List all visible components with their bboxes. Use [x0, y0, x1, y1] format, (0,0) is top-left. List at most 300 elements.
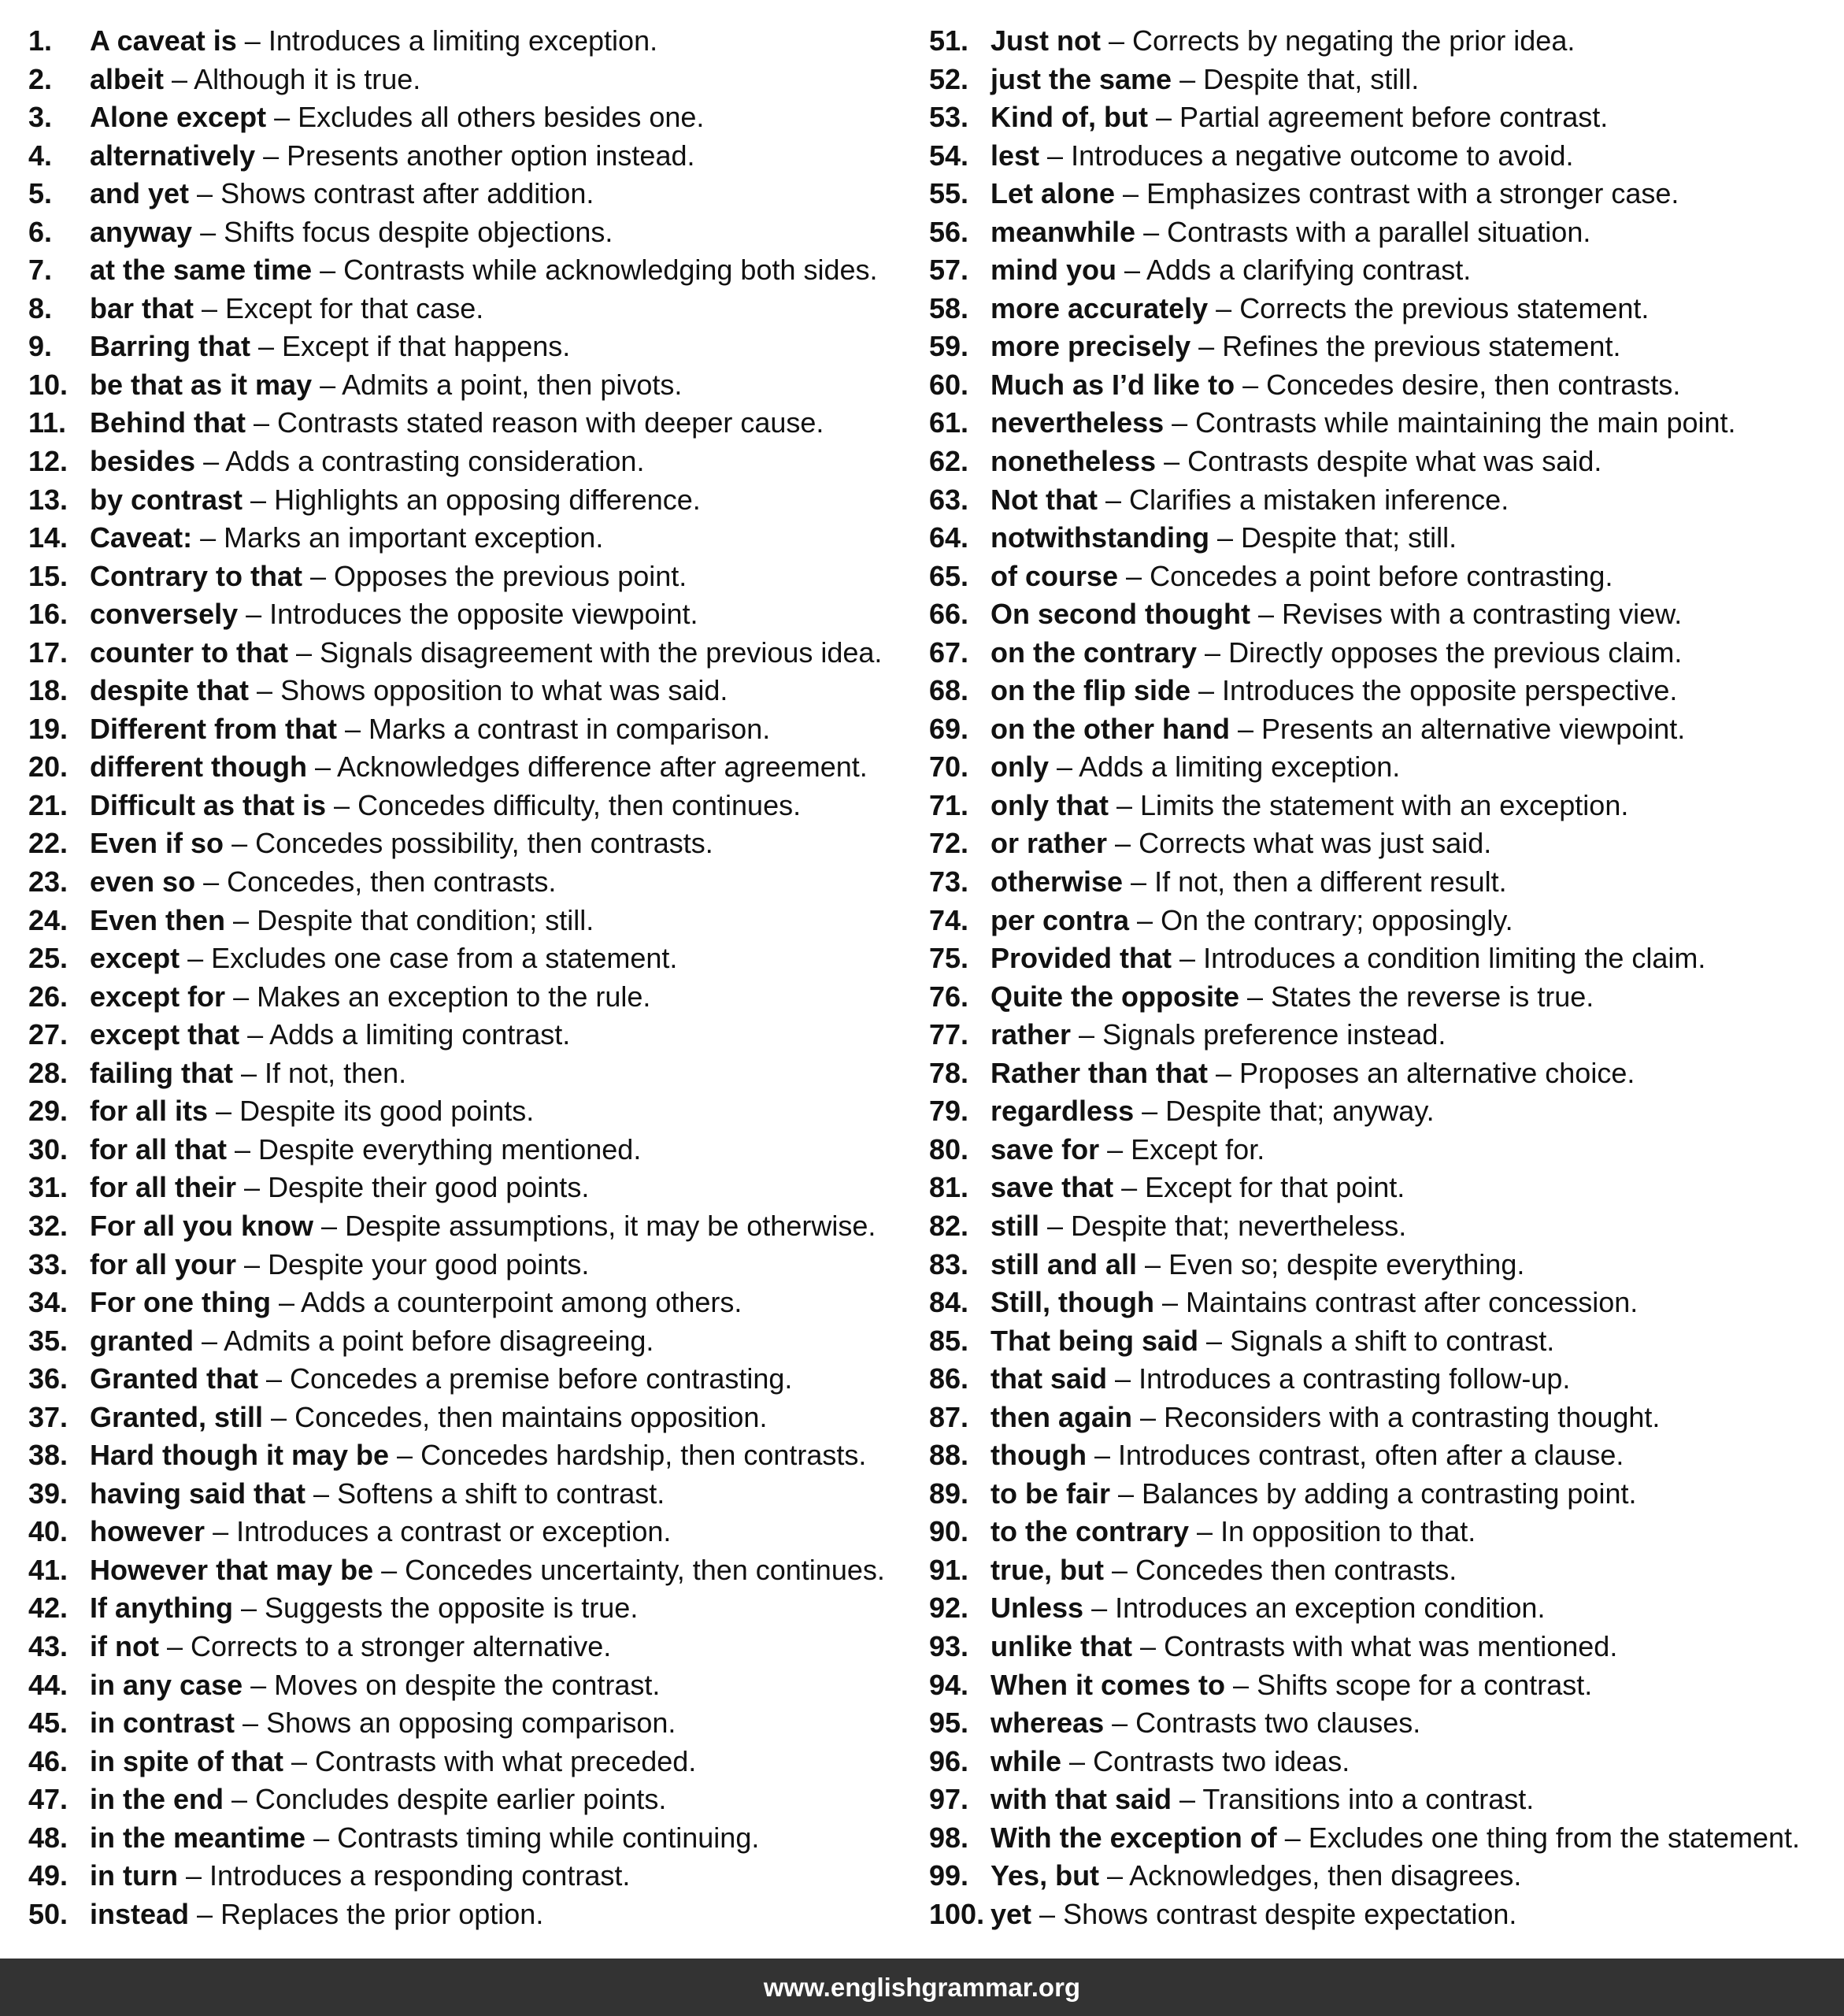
item-number: 45.	[28, 1707, 69, 1740]
item-term: notwithstanding	[991, 521, 1209, 554]
item-definition: Concedes a premise before contrasting.	[290, 1362, 793, 1395]
item-definition: Except if that happens.	[282, 330, 571, 363]
item-term: instead	[90, 1897, 190, 1930]
item-separator: –	[1049, 750, 1079, 784]
item-number: 40.	[28, 1515, 69, 1548]
list-item	[28, 1207, 902, 1246]
item-separator: –	[177, 1859, 210, 1892]
item-definition: States the reverse is true.	[1271, 980, 1594, 1013]
item-term: except for	[90, 980, 226, 1013]
item-separator: –	[189, 1897, 221, 1930]
list-item	[929, 1513, 1835, 1551]
item-separator: –	[389, 1439, 421, 1472]
item-definition: Presents an alternative viewpoint.	[1261, 712, 1686, 745]
list-item	[929, 61, 1835, 99]
item-definition: Introduces a negative outcome to avoid.	[1071, 139, 1574, 172]
item-definition: Admits a point, then pivots.	[342, 368, 683, 401]
list-item	[929, 1246, 1835, 1284]
item-separator: –	[1190, 674, 1223, 707]
item-definition: Transitions into a contrast.	[1202, 1783, 1535, 1816]
item-number: 60.	[929, 368, 969, 401]
item-number: 74.	[929, 903, 969, 936]
item-number: 32.	[28, 1209, 69, 1242]
item-separator: –	[224, 1783, 256, 1816]
item-number: 42.	[28, 1592, 69, 1625]
list-item	[28, 1513, 902, 1551]
list-item	[28, 1666, 902, 1705]
item-definition: Corrects the previous statement.	[1239, 291, 1650, 324]
item-term: Not that	[991, 483, 1098, 516]
list-item	[28, 1092, 902, 1131]
item-term: different though	[90, 750, 307, 784]
list-item	[28, 1016, 902, 1054]
item-separator: –	[1225, 1668, 1257, 1701]
item-separator: –	[373, 1553, 405, 1586]
item-definition: Introduces a contrast or exception.	[236, 1515, 672, 1548]
item-number: 69.	[929, 712, 969, 745]
list-item	[929, 1743, 1835, 1781]
item-separator: –	[1172, 942, 1204, 975]
item-separator: –	[164, 62, 194, 95]
item-separator: –	[192, 521, 224, 554]
item-number: 77.	[929, 1018, 969, 1051]
item-separator: –	[225, 903, 257, 936]
item-number: 49.	[28, 1859, 69, 1892]
item-definition: Concedes a point before contrasting.	[1150, 559, 1613, 592]
item-number: 83.	[929, 1247, 969, 1280]
item-number: 66.	[929, 598, 969, 631]
list-item	[929, 1896, 1835, 1934]
item-separator: –	[302, 559, 335, 592]
list-item	[28, 22, 902, 61]
item-term: Contrary to that	[90, 559, 302, 592]
item-number: 61.	[929, 406, 969, 439]
list-item	[929, 902, 1835, 940]
list-item	[929, 1360, 1835, 1399]
list-item	[28, 1399, 902, 1437]
item-separator: –	[1276, 1821, 1309, 1854]
item-definition: Concludes despite earlier points.	[255, 1783, 667, 1816]
item-separator: –	[258, 1362, 291, 1395]
item-definition: Marks an important exception.	[224, 521, 604, 554]
list-item	[28, 519, 902, 558]
item-number: 38.	[28, 1439, 69, 1472]
item-number: 57.	[929, 254, 969, 287]
item-separator: –	[1208, 1056, 1240, 1089]
list-item	[28, 481, 902, 520]
list-item	[28, 137, 902, 176]
item-number: 84.	[929, 1286, 969, 1319]
list-item	[28, 558, 902, 596]
item-definition: Signals preference instead.	[1102, 1018, 1446, 1051]
list-item	[929, 1857, 1835, 1896]
item-definition: On the contrary; opposingly.	[1161, 903, 1513, 936]
item-term: Granted, still	[90, 1400, 264, 1433]
item-separator: –	[1134, 1095, 1166, 1128]
item-separator: –	[195, 865, 228, 899]
item-term: failing that	[90, 1056, 233, 1089]
item-definition: Limits the statement with an exception.	[1140, 788, 1629, 821]
item-number: 93.	[929, 1629, 969, 1662]
item-term: per contra	[991, 903, 1130, 936]
item-definition: Despite their good points.	[268, 1171, 590, 1204]
item-separator: –	[306, 750, 337, 784]
item-number: 56.	[929, 215, 969, 248]
item-separator: –	[1083, 1592, 1116, 1625]
list-item	[929, 1131, 1835, 1169]
item-number: 21.	[28, 788, 69, 821]
item-number: 81.	[929, 1171, 969, 1204]
item-separator: –	[1039, 139, 1072, 172]
list-item	[28, 634, 902, 673]
list-item	[28, 213, 902, 252]
item-term: however	[90, 1515, 206, 1548]
item-definition: Despite that; still.	[1240, 521, 1457, 554]
list-item	[929, 710, 1835, 749]
item-separator: –	[337, 712, 369, 745]
item-term: only	[991, 750, 1050, 784]
item-separator: –	[189, 177, 221, 210]
item-number: 58.	[929, 291, 969, 324]
item-separator: –	[1110, 1477, 1142, 1510]
item-definition: Directly opposes the previous claim.	[1228, 636, 1683, 669]
item-term: then again	[991, 1400, 1133, 1433]
item-separator: –	[1031, 1897, 1064, 1930]
item-term: of course	[991, 559, 1119, 592]
item-definition: Introduces the opposite viewpoint.	[269, 598, 698, 631]
item-term: save that	[991, 1171, 1114, 1204]
item-separator: –	[1097, 483, 1129, 516]
item-definition: Despite your good points.	[268, 1247, 590, 1280]
list-item	[929, 1016, 1835, 1054]
item-number: 52.	[929, 62, 969, 95]
item-number: 78.	[929, 1056, 969, 1089]
item-definition: Corrects what was just said.	[1139, 827, 1492, 860]
item-separator: –	[1101, 24, 1133, 57]
item-number: 14.	[28, 521, 69, 554]
list-item	[929, 1475, 1835, 1514]
list-item	[929, 404, 1835, 443]
item-number: 28.	[28, 1056, 69, 1089]
item-separator: –	[1099, 1859, 1130, 1892]
list-item	[929, 748, 1835, 787]
item-definition: Moves on despite the contrast.	[274, 1668, 661, 1701]
item-term: Provided that	[991, 942, 1172, 975]
item-number: 41.	[28, 1553, 69, 1586]
item-number: 76.	[929, 980, 969, 1013]
list-item	[929, 290, 1835, 328]
item-term: albeit	[90, 62, 165, 95]
item-term: by contrast	[90, 483, 243, 516]
list-item	[929, 366, 1835, 405]
item-term: otherwise	[991, 865, 1124, 899]
item-definition: Marks a contrast in comparison.	[368, 712, 771, 745]
item-definition: Suggests the opposite is true.	[265, 1592, 639, 1625]
item-definition: Reconsiders with a contrasting thought.	[1164, 1400, 1661, 1433]
item-separator: –	[1107, 1362, 1139, 1395]
list-item	[28, 595, 902, 634]
item-term: Alone except	[90, 101, 267, 134]
list-item	[28, 1743, 902, 1781]
item-separator: –	[1229, 712, 1262, 745]
item-separator: –	[1118, 559, 1150, 592]
item-separator: –	[1137, 1247, 1169, 1280]
item-term: except that	[90, 1018, 240, 1051]
item-number: 65.	[929, 559, 969, 592]
item-term: unlike that	[991, 1629, 1133, 1662]
item-term: On second thought	[991, 598, 1250, 631]
item-definition: Shows opposition to what was said.	[280, 674, 728, 707]
item-separator: –	[1153, 1286, 1186, 1319]
item-definition: Clarifies a mistaken inference.	[1129, 483, 1509, 516]
item-definition: Corrects to a stronger alternative.	[191, 1629, 612, 1662]
item-separator: –	[205, 1515, 237, 1548]
item-definition: Contrasts two clauses.	[1135, 1707, 1421, 1740]
word-list	[0, 22, 1844, 1936]
item-number: 8.	[28, 291, 53, 324]
list-item	[28, 61, 902, 99]
item-definition: Excludes one thing from the statement.	[1308, 1821, 1801, 1854]
item-definition: Shows an opposing comparison.	[266, 1707, 676, 1740]
item-definition: Acknowledges, then disagrees.	[1129, 1859, 1522, 1892]
item-term: whereas	[991, 1707, 1105, 1740]
list-item	[929, 1092, 1835, 1131]
item-definition: Refines the previous statement.	[1222, 330, 1621, 363]
item-separator: –	[233, 1056, 265, 1089]
item-separator: –	[1099, 1132, 1131, 1166]
item-definition: Adds a limiting exception.	[1079, 750, 1401, 784]
item-term: having said that	[90, 1477, 306, 1510]
item-definition: Contrasts while acknowledging both sides.	[343, 254, 878, 287]
item-definition: Despite that; nevertheless.	[1071, 1209, 1407, 1242]
item-separator: –	[1129, 903, 1161, 936]
item-definition: Contrasts with what was mentioned.	[1164, 1629, 1618, 1662]
item-number: 64.	[929, 521, 969, 554]
item-term: more precisely	[991, 330, 1191, 363]
item-number: 100.	[929, 1897, 985, 1930]
list-item	[929, 1322, 1835, 1361]
item-term: bar that	[90, 291, 194, 324]
item-definition: Contrasts while maintaining the main point.	[1195, 406, 1736, 439]
item-term: in the end	[90, 1783, 224, 1816]
item-definition: Introduces a contrasting follow-up.	[1139, 1362, 1571, 1395]
item-number: 88.	[929, 1439, 969, 1472]
item-definition: Adds a counterpoint among others.	[301, 1286, 742, 1319]
item-separator: –	[1235, 368, 1267, 401]
item-term: yet	[991, 1897, 1032, 1930]
list-item	[929, 1589, 1835, 1628]
item-term: regardless	[991, 1095, 1135, 1128]
item-separator: –	[1132, 1629, 1165, 1662]
list-item	[28, 1246, 902, 1284]
item-number: 91.	[929, 1553, 969, 1586]
list-item	[28, 902, 902, 940]
item-number: 79.	[929, 1095, 969, 1128]
list-item	[929, 1819, 1835, 1858]
item-term: for all their	[90, 1171, 237, 1204]
item-separator: –	[1197, 636, 1229, 669]
item-term: anyway	[90, 215, 193, 248]
list-item	[28, 1360, 902, 1399]
item-definition: Contrasts timing while continuing.	[337, 1821, 760, 1854]
item-term: to the contrary	[991, 1515, 1190, 1548]
item-term: in turn	[90, 1859, 178, 1892]
item-number: 95.	[929, 1707, 969, 1740]
list-item	[28, 672, 902, 710]
list-item	[929, 213, 1835, 252]
item-number: 96.	[929, 1744, 969, 1777]
item-separator: –	[1071, 1018, 1103, 1051]
item-definition: Introduces a limiting exception.	[268, 24, 658, 57]
list-item	[929, 825, 1835, 863]
list-item	[28, 978, 902, 1017]
list-item	[28, 748, 902, 787]
item-term: in the meantime	[90, 1821, 306, 1854]
item-term: Much as I’d like to	[991, 368, 1235, 401]
item-number: 63.	[929, 483, 969, 516]
list-item	[28, 1475, 902, 1514]
item-definition: Maintains contrast after concession.	[1185, 1286, 1638, 1319]
item-term: on the contrary	[991, 636, 1198, 669]
item-term: at the same time	[90, 254, 313, 287]
list-item	[929, 1284, 1835, 1322]
list-item	[28, 1704, 902, 1743]
item-number: 44.	[28, 1668, 69, 1701]
item-number: 71.	[929, 788, 969, 821]
item-definition: Partial agreement before contrast.	[1179, 101, 1609, 134]
item-number: 11.	[28, 406, 67, 439]
item-definition: Corrects by negating the prior idea.	[1132, 24, 1576, 57]
item-definition: Contrasts with a parallel situation.	[1167, 215, 1591, 248]
item-definition: Signals disagreement with the previous idea.	[320, 636, 883, 669]
item-separator: –	[208, 1095, 240, 1128]
item-definition: Revises with a contrasting view.	[1282, 598, 1683, 631]
item-definition: Despite everything mentioned.	[258, 1132, 642, 1166]
item-number: 62.	[929, 445, 969, 478]
item-term: only that	[991, 788, 1109, 821]
list-item	[28, 1284, 902, 1322]
item-definition: If not, then.	[265, 1056, 407, 1089]
item-term: mind you	[991, 254, 1116, 287]
item-definition: Proposes an alternative choice.	[1239, 1056, 1635, 1089]
item-term: despite that	[90, 674, 250, 707]
item-term: counter to that	[90, 636, 288, 669]
item-number: 31.	[28, 1171, 69, 1204]
item-separator: –	[1135, 215, 1168, 248]
item-term: If anything	[90, 1592, 233, 1625]
item-number: 99.	[929, 1859, 969, 1892]
item-separator: –	[270, 1286, 302, 1319]
list-item	[28, 290, 902, 328]
item-definition: Concedes possibility, then contrasts.	[255, 827, 713, 860]
item-separator: –	[313, 1209, 346, 1242]
item-separator: –	[1113, 1171, 1146, 1204]
item-definition: Introduces the opposite perspective.	[1222, 674, 1678, 707]
item-separator: –	[1198, 1324, 1231, 1357]
item-number: 15.	[28, 559, 69, 592]
item-term: conversely	[90, 598, 239, 631]
item-number: 29.	[28, 1095, 69, 1128]
item-number: 85.	[929, 1324, 969, 1357]
item-definition: Concedes, then maintains opposition.	[294, 1400, 768, 1433]
item-definition: Excludes all others besides one.	[298, 101, 705, 134]
list-item	[929, 98, 1835, 137]
item-term: besides	[90, 445, 196, 478]
item-term: on the flip side	[991, 674, 1191, 707]
item-number: 19.	[28, 712, 69, 745]
list-item	[28, 1896, 902, 1934]
item-number: 30.	[28, 1132, 69, 1166]
item-term: lest	[991, 139, 1040, 172]
list-item	[929, 1704, 1835, 1743]
item-definition: Highlights an opposing difference.	[274, 483, 701, 516]
item-number: 1.	[28, 24, 53, 57]
item-number: 5.	[28, 177, 53, 210]
list-item	[28, 787, 902, 825]
list-item	[28, 1781, 902, 1819]
list-item	[28, 251, 902, 290]
item-separator: –	[255, 139, 287, 172]
item-separator: –	[1103, 1553, 1136, 1586]
item-term: be that as it may	[90, 368, 313, 401]
item-definition: Acknowledges difference after agreement.	[337, 750, 868, 784]
list-item	[929, 1628, 1835, 1666]
item-definition: Introduces a condition limiting the claim.	[1203, 942, 1706, 975]
item-separator: –	[1189, 1515, 1221, 1548]
item-separator: –	[249, 674, 281, 707]
item-separator: –	[243, 1668, 275, 1701]
item-separator: –	[235, 1707, 267, 1740]
list-item	[28, 1857, 902, 1896]
item-separator: –	[1164, 406, 1196, 439]
item-number: 3.	[28, 101, 53, 134]
item-number: 17.	[28, 636, 69, 669]
list-item	[929, 1054, 1835, 1093]
list-item	[929, 328, 1835, 366]
item-number: 70.	[929, 750, 969, 784]
item-definition: Softens a shift to contrast.	[337, 1477, 665, 1510]
list-item	[28, 710, 902, 749]
item-separator: –	[233, 1592, 265, 1625]
item-term: Yes, but	[991, 1859, 1100, 1892]
list-item	[28, 366, 902, 405]
list-item	[28, 175, 902, 213]
item-definition: Contrasts stated reason with deeper cause.	[277, 406, 824, 439]
item-separator: –	[1039, 1209, 1072, 1242]
item-definition: Concedes hardship, then contrasts.	[420, 1439, 867, 1472]
item-definition: Makes an exception to the rule.	[257, 980, 651, 1013]
item-separator: –	[224, 827, 256, 860]
item-separator: –	[236, 1247, 268, 1280]
item-term: just the same	[991, 62, 1172, 95]
item-number: 89.	[929, 1477, 969, 1510]
item-term: granted	[90, 1324, 194, 1357]
list-item	[929, 175, 1835, 213]
list-item	[929, 1169, 1835, 1207]
item-definition: Adds a clarifying contrast.	[1146, 254, 1472, 287]
item-term: Still, though	[991, 1286, 1154, 1319]
item-separator: –	[1250, 598, 1282, 631]
item-separator: –	[239, 1018, 270, 1051]
item-definition: Introduces a responding contrast.	[209, 1859, 631, 1892]
item-term: even so	[90, 865, 196, 899]
item-number: 48.	[28, 1821, 69, 1854]
item-number: 53.	[929, 101, 969, 134]
item-number: 86.	[929, 1362, 969, 1395]
item-term: true, but	[991, 1553, 1104, 1586]
item-term: more accurately	[991, 291, 1209, 324]
item-number: 6.	[28, 215, 53, 248]
